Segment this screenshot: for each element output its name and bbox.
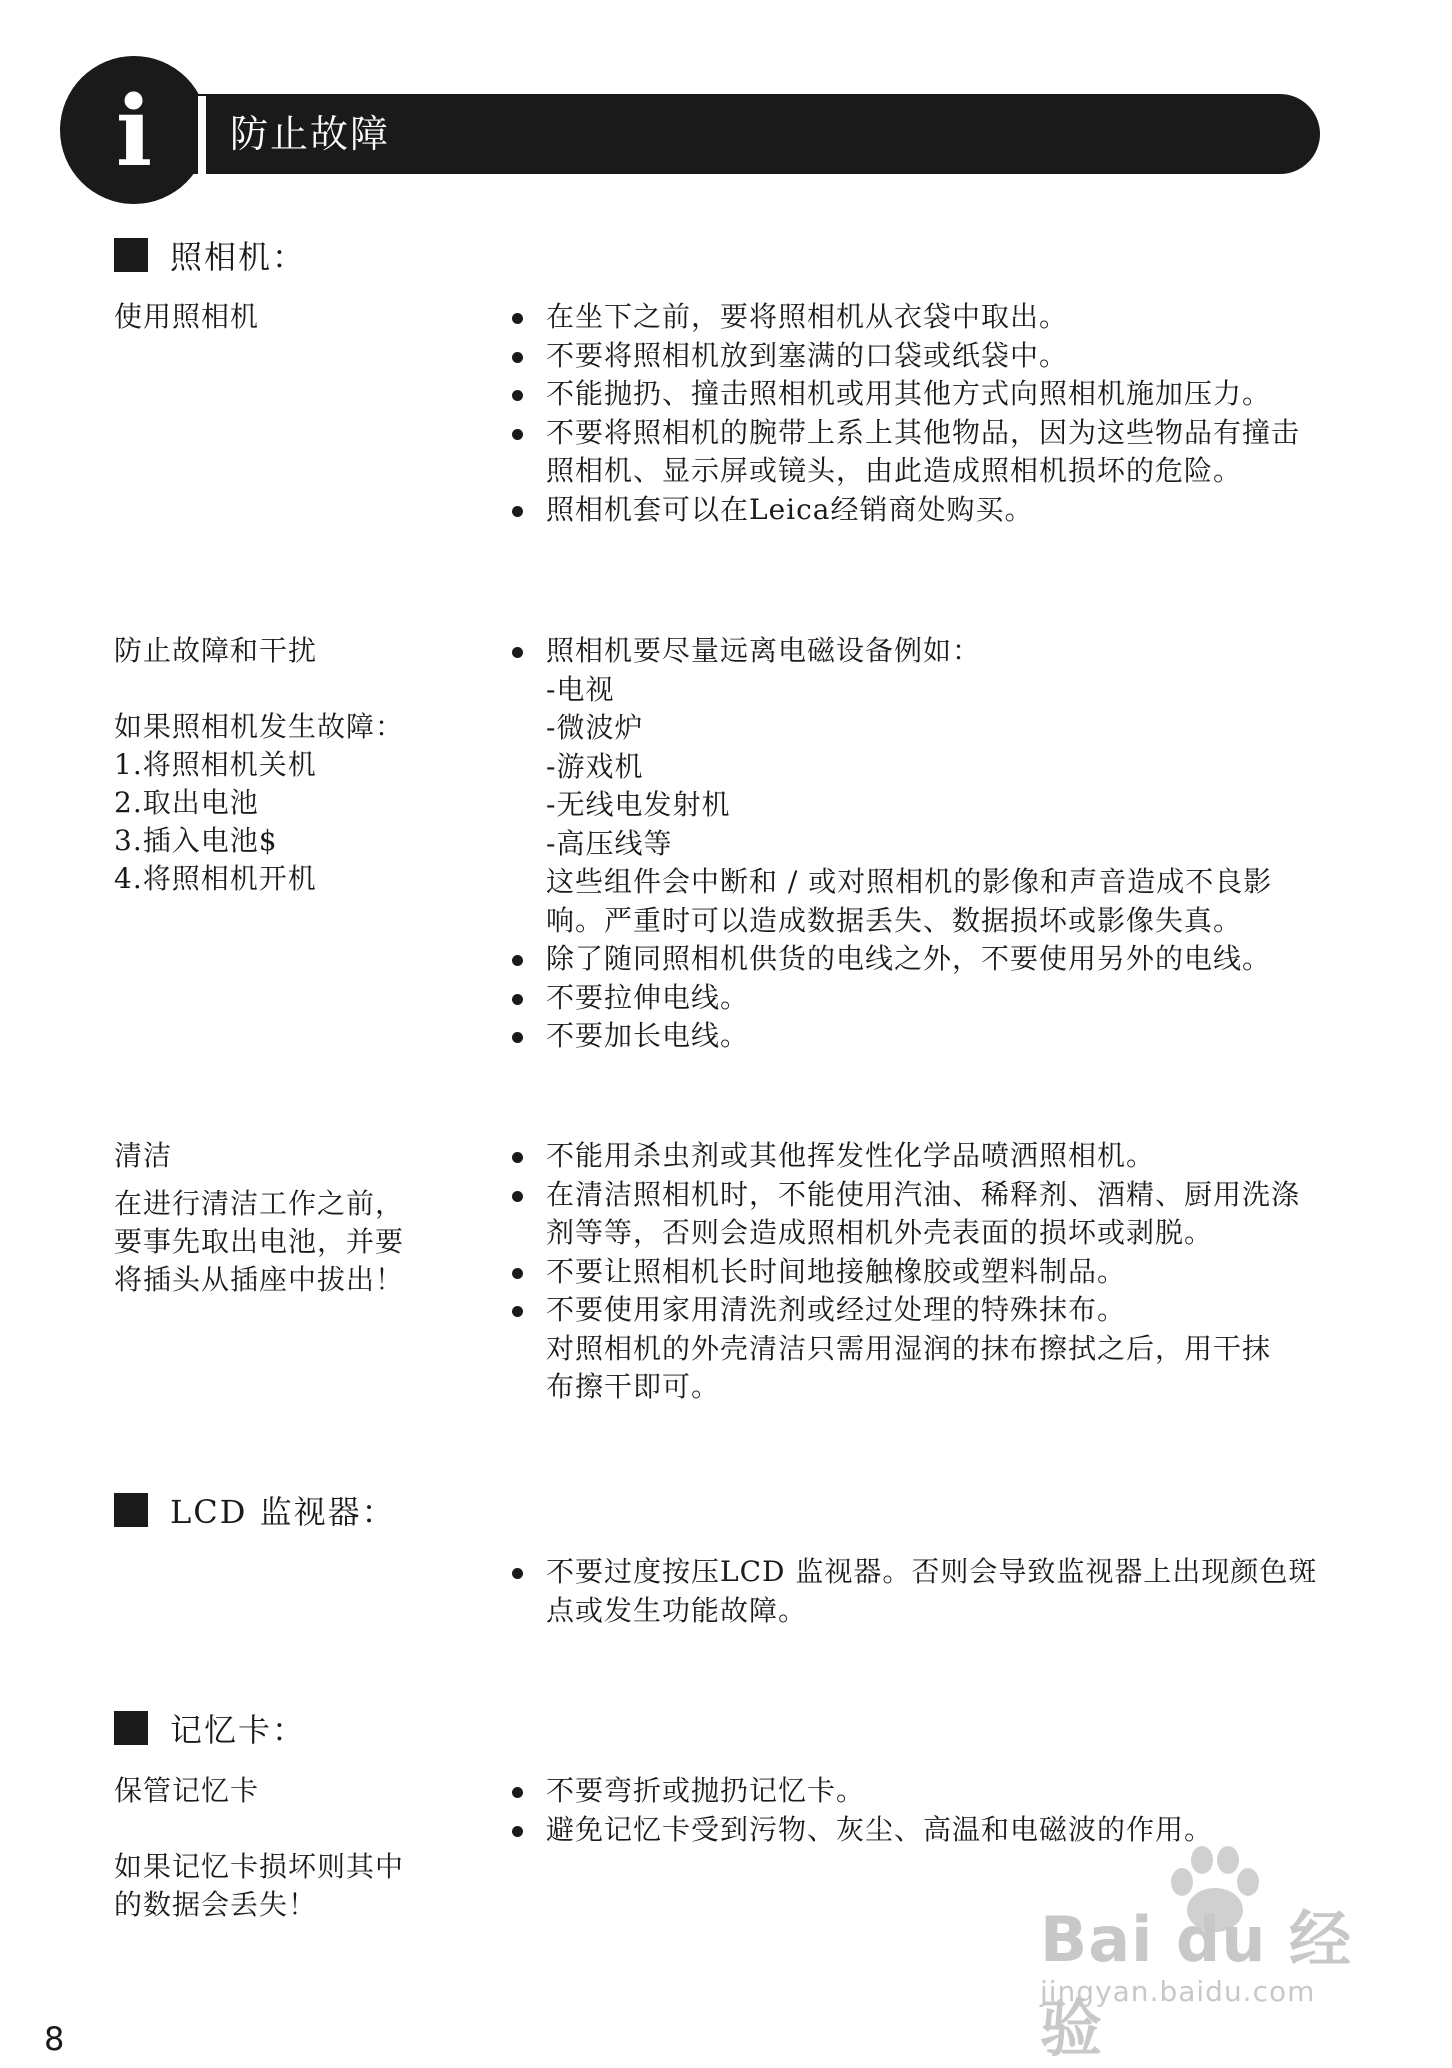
section-heading-label: 照相机：: [170, 238, 307, 276]
cleaning-note: 对照相机的外壳清洁只需用湿润的抹布擦拭之后，用干抹布擦干即可。: [546, 1331, 1272, 1403]
section-heading-lcd: [114, 1488, 396, 1532]
left-title: 清洁: [114, 1139, 173, 1172]
device-line: -无线电发射机: [546, 788, 731, 821]
list-item: 不要让照相机长时间地接触橡胶或塑料制品。: [508, 1253, 1328, 1292]
left-title: 防止故障和干扰: [114, 634, 318, 667]
left-note: 如果记忆卡损坏则其中的数据会丢失！: [114, 1850, 405, 1921]
cleaning-list: [508, 1137, 1328, 1407]
left-line: 3.插入电池$: [114, 824, 278, 857]
section-heading-label: LCD 监视器：: [170, 1493, 396, 1531]
list-item: 不要将照相机的腕带上系上其他物品，因为这些物品有撞击照相机、显示屏或镜头，由此造成照相机损坏的危险。: [508, 414, 1328, 491]
list-item: 避免记忆卡受到污物、灰尘、高温和电磁波的作用。: [508, 1811, 1328, 1850]
left-line: 1.将照相机关机: [114, 748, 317, 781]
list-item: 不能用杀虫剂或其他挥发性化学品喷洒照相机。: [508, 1137, 1328, 1176]
list-item: 不要过度按压LCD 监视器。否则会导致监视器上出现颜色斑点或发生功能故障。: [508, 1553, 1328, 1630]
left-label-usage: [114, 298, 444, 336]
list-item: 不要加长电线。: [508, 1017, 1328, 1056]
list-item: 不能抛扔、撞击照相机或用其他方式向照相机施加压力。: [508, 375, 1328, 414]
list-item: 在清洁照相机时，不能使用汽油、稀释剂、酒精、厨用洗涤剂等等，否则会造成照相机外壳表面的损坏或剥脱。: [508, 1176, 1328, 1253]
square-bullet-icon: [114, 1711, 148, 1745]
square-bullet-icon: [114, 238, 148, 272]
page-number: 8: [44, 2020, 65, 2058]
page-title: 防止故障: [230, 112, 391, 156]
section-heading-label: 记忆卡：: [170, 1711, 307, 1749]
section-heading-memory: [114, 1706, 306, 1750]
interference-note: 这些组件会中断和 / 或对照相机的影像和声音造成不良影响。严重时可以造成数据丢失、数据损坏或影像失真。: [546, 865, 1273, 937]
list-item: 照相机要尽量远离电磁设备例如：: [508, 632, 1328, 671]
left-title: 保管记忆卡: [114, 1774, 260, 1807]
device-line: -电视: [546, 672, 615, 706]
list-item: 不要弯折或抛扔记忆卡。: [508, 1772, 1328, 1811]
square-bullet-icon: [114, 1493, 148, 1527]
left-label-memory: [114, 1772, 414, 1924]
interference-list: [508, 632, 1328, 1056]
left-title: 使用照相机: [114, 300, 260, 333]
list-item: 除了随同照相机供货的电线之外，不要使用另外的电线。: [508, 940, 1328, 979]
info-icon-glyph: i: [115, 75, 153, 188]
list-item: 在坐下之前，要将照相机从衣袋中取出。: [508, 298, 1328, 337]
left-label-cleaning: [114, 1137, 414, 1299]
section-heading-camera: [114, 233, 306, 277]
memory-list: [508, 1772, 1328, 1849]
list-item: 照相机套可以在Leica经销商处购买。: [508, 491, 1328, 530]
left-line: 如果照相机发生故障：: [114, 710, 405, 743]
baidu-watermark: [1040, 1840, 1380, 2065]
left-line: 2.取出电池: [114, 786, 259, 819]
device-line: -游戏机: [546, 749, 644, 783]
device-line: -微波炉: [546, 711, 644, 744]
left-label-interference: [114, 632, 444, 898]
usage-list: [508, 298, 1328, 529]
watermark-url: jingyan.baidu.com: [1040, 1975, 1316, 2008]
list-item: 不要将照相机放到塞满的口袋或纸袋中。: [508, 337, 1328, 376]
list-item: 不要使用家用清洗剂或经过处理的特殊抹布。: [508, 1291, 1328, 1330]
device-line: -高压线等: [546, 826, 673, 860]
watermark-brand: Bai du 经验: [1040, 1903, 1353, 2065]
left-note: 在进行清洁工作之前，要事先取出电池，并要将插头从插座中拔出！: [114, 1187, 405, 1296]
list-item: 不要拉伸电线。: [508, 979, 1328, 1018]
left-line: 4.将照相机开机: [114, 862, 317, 895]
lcd-list: [508, 1553, 1328, 1630]
